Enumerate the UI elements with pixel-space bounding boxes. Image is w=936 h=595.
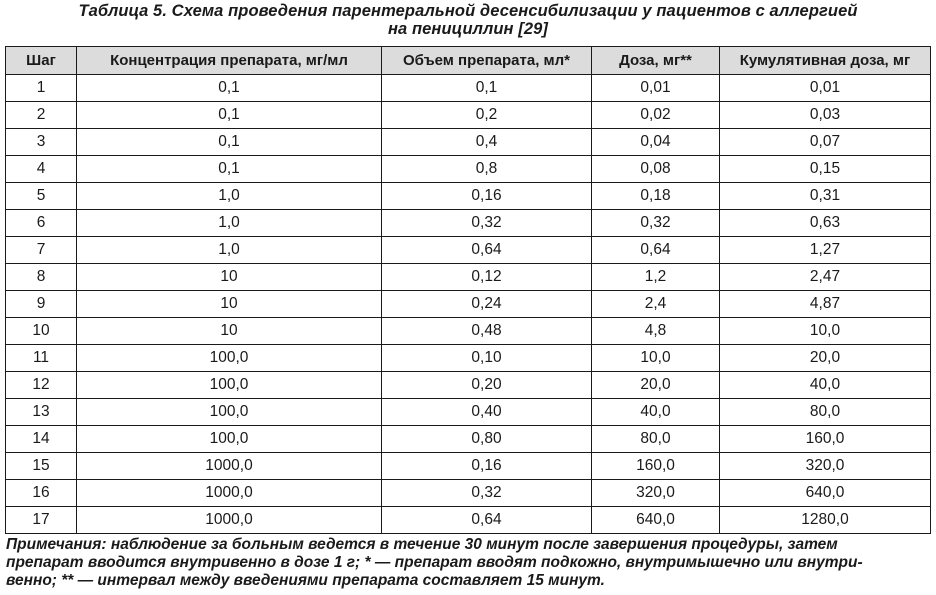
- cell-step: 12: [6, 372, 77, 399]
- cell-volume: 0,4: [382, 129, 592, 156]
- cell-concentration: 100,0: [77, 372, 382, 399]
- cell-cumulative-dose: 1,27: [720, 237, 931, 264]
- cell-cumulative-dose: 40,0: [720, 372, 931, 399]
- cell-cumulative-dose: 1280,0: [720, 507, 931, 534]
- table-row: [6, 129, 931, 156]
- table-title: [0, 2, 936, 38]
- notes-line-1: Примечания: наблюдение за больным ведется в течение 30 минут после завершения процедуры, затем: [6, 536, 838, 553]
- cell-concentration: 100,0: [77, 345, 382, 372]
- cell-concentration: 1,0: [77, 183, 382, 210]
- cell-dose: 4,8: [592, 318, 720, 345]
- cell-cumulative-dose: 0,15: [720, 156, 931, 183]
- cell-volume: 0,64: [382, 237, 592, 264]
- cell-step: 14: [6, 426, 77, 453]
- cell-dose: 0,02: [592, 102, 720, 129]
- cell-step: 16: [6, 480, 77, 507]
- cell-cumulative-dose: 640,0: [720, 480, 931, 507]
- cell-cumulative-dose: 0,03: [720, 102, 931, 129]
- desensitization-table: [5, 46, 931, 534]
- table-row: [6, 237, 931, 264]
- cell-dose: 160,0: [592, 453, 720, 480]
- cell-concentration: 1,0: [77, 237, 382, 264]
- cell-step: 15: [6, 453, 77, 480]
- table-row: [6, 210, 931, 237]
- table-row: [6, 102, 931, 129]
- cell-step: 9: [6, 291, 77, 318]
- cell-volume: 0,20: [382, 372, 592, 399]
- cell-concentration: 1000,0: [77, 507, 382, 534]
- cell-step: 8: [6, 264, 77, 291]
- cell-concentration: 1000,0: [77, 453, 382, 480]
- cell-dose: 1,2: [592, 264, 720, 291]
- cell-dose: 0,18: [592, 183, 720, 210]
- table-row: [6, 480, 931, 507]
- cell-dose: 20,0: [592, 372, 720, 399]
- cell-step: 2: [6, 102, 77, 129]
- cell-concentration: 1,0: [77, 210, 382, 237]
- cell-dose: 2,4: [592, 291, 720, 318]
- table-row: [6, 453, 931, 480]
- cell-volume: 0,16: [382, 183, 592, 210]
- cell-step: 10: [6, 318, 77, 345]
- cell-step: 11: [6, 345, 77, 372]
- cell-volume: 0,32: [382, 480, 592, 507]
- cell-cumulative-dose: 0,31: [720, 183, 931, 210]
- column-header-step: Шаг: [6, 47, 77, 75]
- table-row: [6, 426, 931, 453]
- column-header-concentration: Концентрация препарата, мг/мл: [77, 47, 382, 75]
- cell-volume: 0,2: [382, 102, 592, 129]
- cell-concentration: 1000,0: [77, 480, 382, 507]
- notes-line-2: препарат вводится внутривенно в дозе 1 г; * — препарат вводят подкожно, внутримышечно или внутри-: [6, 554, 863, 571]
- cell-concentration: 10: [77, 318, 382, 345]
- table-row: [6, 183, 931, 210]
- table-header-row: [6, 47, 931, 75]
- notes-line-3: венно; ** — интервал между введениями препарата составляет 15 минут.: [6, 572, 605, 589]
- cell-volume: 0,80: [382, 426, 592, 453]
- cell-volume: 0,8: [382, 156, 592, 183]
- column-header-volume: Объем препарата, мл*: [382, 47, 592, 75]
- cell-step: 6: [6, 210, 77, 237]
- cell-volume: 0,24: [382, 291, 592, 318]
- cell-step: 13: [6, 399, 77, 426]
- cell-concentration: 0,1: [77, 156, 382, 183]
- cell-dose: 40,0: [592, 399, 720, 426]
- cell-dose: 320,0: [592, 480, 720, 507]
- cell-concentration: 10: [77, 291, 382, 318]
- cell-concentration: 100,0: [77, 399, 382, 426]
- table-title-line-1: Таблица 5. Схема проведения парентеральной десенсибилизации у пациентов с аллергией: [78, 2, 858, 20]
- cell-concentration: 0,1: [77, 75, 382, 102]
- table-row: [6, 291, 931, 318]
- cell-step: 7: [6, 237, 77, 264]
- table-row: [6, 372, 931, 399]
- cell-cumulative-dose: 10,0: [720, 318, 931, 345]
- cell-volume: 0,40: [382, 399, 592, 426]
- table-body: [6, 75, 931, 534]
- cell-cumulative-dose: 0,01: [720, 75, 931, 102]
- table-row: [6, 507, 931, 534]
- cell-cumulative-dose: 160,0: [720, 426, 931, 453]
- cell-volume: 0,32: [382, 210, 592, 237]
- cell-cumulative-dose: 20,0: [720, 345, 931, 372]
- cell-dose: 0,64: [592, 237, 720, 264]
- table-row: [6, 264, 931, 291]
- cell-volume: 0,10: [382, 345, 592, 372]
- cell-dose: 0,32: [592, 210, 720, 237]
- cell-step: 17: [6, 507, 77, 534]
- table-row: [6, 345, 931, 372]
- column-header-dose: Доза, мг**: [592, 47, 720, 75]
- cell-dose: 10,0: [592, 345, 720, 372]
- cell-dose: 0,01: [592, 75, 720, 102]
- cell-concentration: 10: [77, 264, 382, 291]
- cell-step: 1: [6, 75, 77, 102]
- table-row: [6, 156, 931, 183]
- cell-cumulative-dose: 0,63: [720, 210, 931, 237]
- cell-volume: 0,64: [382, 507, 592, 534]
- cell-volume: 0,12: [382, 264, 592, 291]
- table-notes: [6, 536, 931, 590]
- cell-volume: 0,1: [382, 75, 592, 102]
- cell-cumulative-dose: 2,47: [720, 264, 931, 291]
- cell-cumulative-dose: 0,07: [720, 129, 931, 156]
- table-row: [6, 399, 931, 426]
- cell-cumulative-dose: 320,0: [720, 453, 931, 480]
- cell-concentration: 100,0: [77, 426, 382, 453]
- table-row: [6, 75, 931, 102]
- cell-volume: 0,16: [382, 453, 592, 480]
- cell-cumulative-dose: 80,0: [720, 399, 931, 426]
- cell-dose: 0,04: [592, 129, 720, 156]
- table-title-line-2: на пенициллин [29]: [387, 20, 549, 38]
- column-header-cumulative-dose: Кумулятивная доза, мг: [720, 47, 931, 75]
- cell-dose: 640,0: [592, 507, 720, 534]
- cell-cumulative-dose: 4,87: [720, 291, 931, 318]
- cell-step: 5: [6, 183, 77, 210]
- cell-concentration: 0,1: [77, 102, 382, 129]
- cell-step: 4: [6, 156, 77, 183]
- table-row: [6, 318, 931, 345]
- cell-volume: 0,48: [382, 318, 592, 345]
- cell-dose: 0,08: [592, 156, 720, 183]
- cell-step: 3: [6, 129, 77, 156]
- cell-dose: 80,0: [592, 426, 720, 453]
- cell-concentration: 0,1: [77, 129, 382, 156]
- table-header: [6, 47, 931, 75]
